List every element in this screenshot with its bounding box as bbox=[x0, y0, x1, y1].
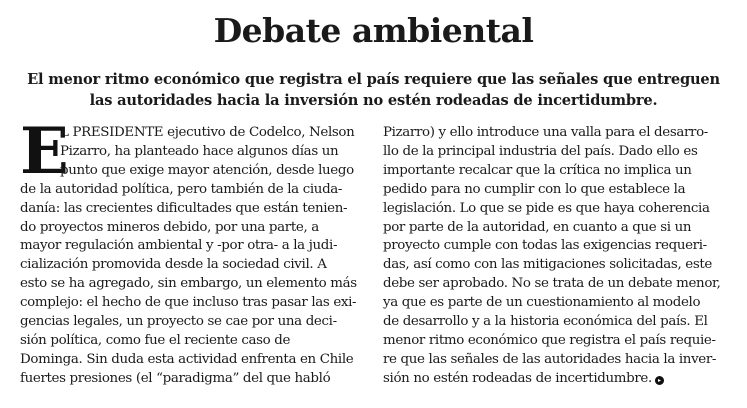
body-line: proyecto cumple con todas las exigencias requeri- bbox=[383, 238, 707, 254]
body-line: menor ritmo económico que registra el país requie- bbox=[383, 332, 716, 348]
body-line: importante recalcar que la crítica no implica un bbox=[383, 162, 692, 178]
body-line: pedido para no cumplir con lo que establece la bbox=[383, 181, 686, 197]
body-line-last bbox=[383, 370, 728, 389]
body-line: Pizarro) y ello introduce una valla para el desarro- bbox=[383, 125, 708, 140]
body-line: ya que es parte de un cuestionamiento al modelo bbox=[383, 295, 701, 311]
deck-line: las autoridades hacia la inversión no estén rodeadas de incertidumbre. bbox=[89, 92, 658, 109]
body-line: mayor regulación ambiental y -por otra- a la judi- bbox=[20, 238, 338, 254]
end-of-article-icon: ▸ bbox=[655, 376, 664, 385]
body-line: Dominga. Sin duda esta actividad enfrenta en Chile bbox=[20, 351, 354, 367]
body-line: por parte de la autoridad, en cuanto a que si un bbox=[383, 219, 692, 235]
deck-line: El menor ritmo económico que registra el país requiere que las señales que entreguen bbox=[27, 71, 720, 88]
body-line: gencias legales, un proyecto se cae por una deci- bbox=[20, 314, 337, 330]
body-line: re que las señales de las autoridades hacia la inver- bbox=[383, 351, 717, 367]
drop-cap: E bbox=[20, 114, 69, 189]
body-line: de la autoridad política, pero también de la ciuda- bbox=[20, 181, 343, 197]
body-line: esto se ha agregado, sin embargo, un elemento más bbox=[20, 276, 357, 292]
body-line: complejo: el hecho de que incluso tras pasar las exi- bbox=[20, 295, 357, 311]
body-line: danía: las crecientes dificultades que están tenien- bbox=[20, 200, 348, 216]
body-line: legislación. Lo que se pide es que haya coherencia bbox=[383, 200, 710, 216]
body-line: de desarrollo y a la historia económica del país. El bbox=[383, 314, 708, 330]
body-line: L PRESIDENTE ejecutivo de Codelco, Nelson bbox=[60, 125, 355, 140]
body-line: cialización promovida desde la sociedad civil. A bbox=[20, 257, 327, 273]
body-line: das, así como con las mitigaciones solicitadas, este bbox=[383, 257, 712, 273]
headline: Debate ambiental bbox=[213, 11, 534, 50]
body-line: sión política, como fue el reciente caso de bbox=[20, 332, 291, 348]
body-line: llo de la principal industria del país. Dado ello es bbox=[383, 143, 698, 159]
body-line: do proyectos mineros debido, por una parte, a bbox=[20, 219, 319, 235]
body-line: Pizarro, ha planteado hace algunos días un bbox=[60, 143, 339, 159]
body-line: debe ser aprobado. No se trata de un debate menor, bbox=[383, 276, 721, 292]
body-line-text: sión no estén rodeadas de incertidumbre. bbox=[383, 370, 652, 386]
body-column-right bbox=[383, 124, 728, 389]
body-line: punto que exige mayor atención, desde luego bbox=[60, 162, 354, 178]
body-column-left bbox=[20, 114, 365, 389]
deck-subheadline bbox=[0, 69, 747, 111]
body-line: fuertes presiones (el “paradigma” del que habló bbox=[20, 370, 331, 386]
